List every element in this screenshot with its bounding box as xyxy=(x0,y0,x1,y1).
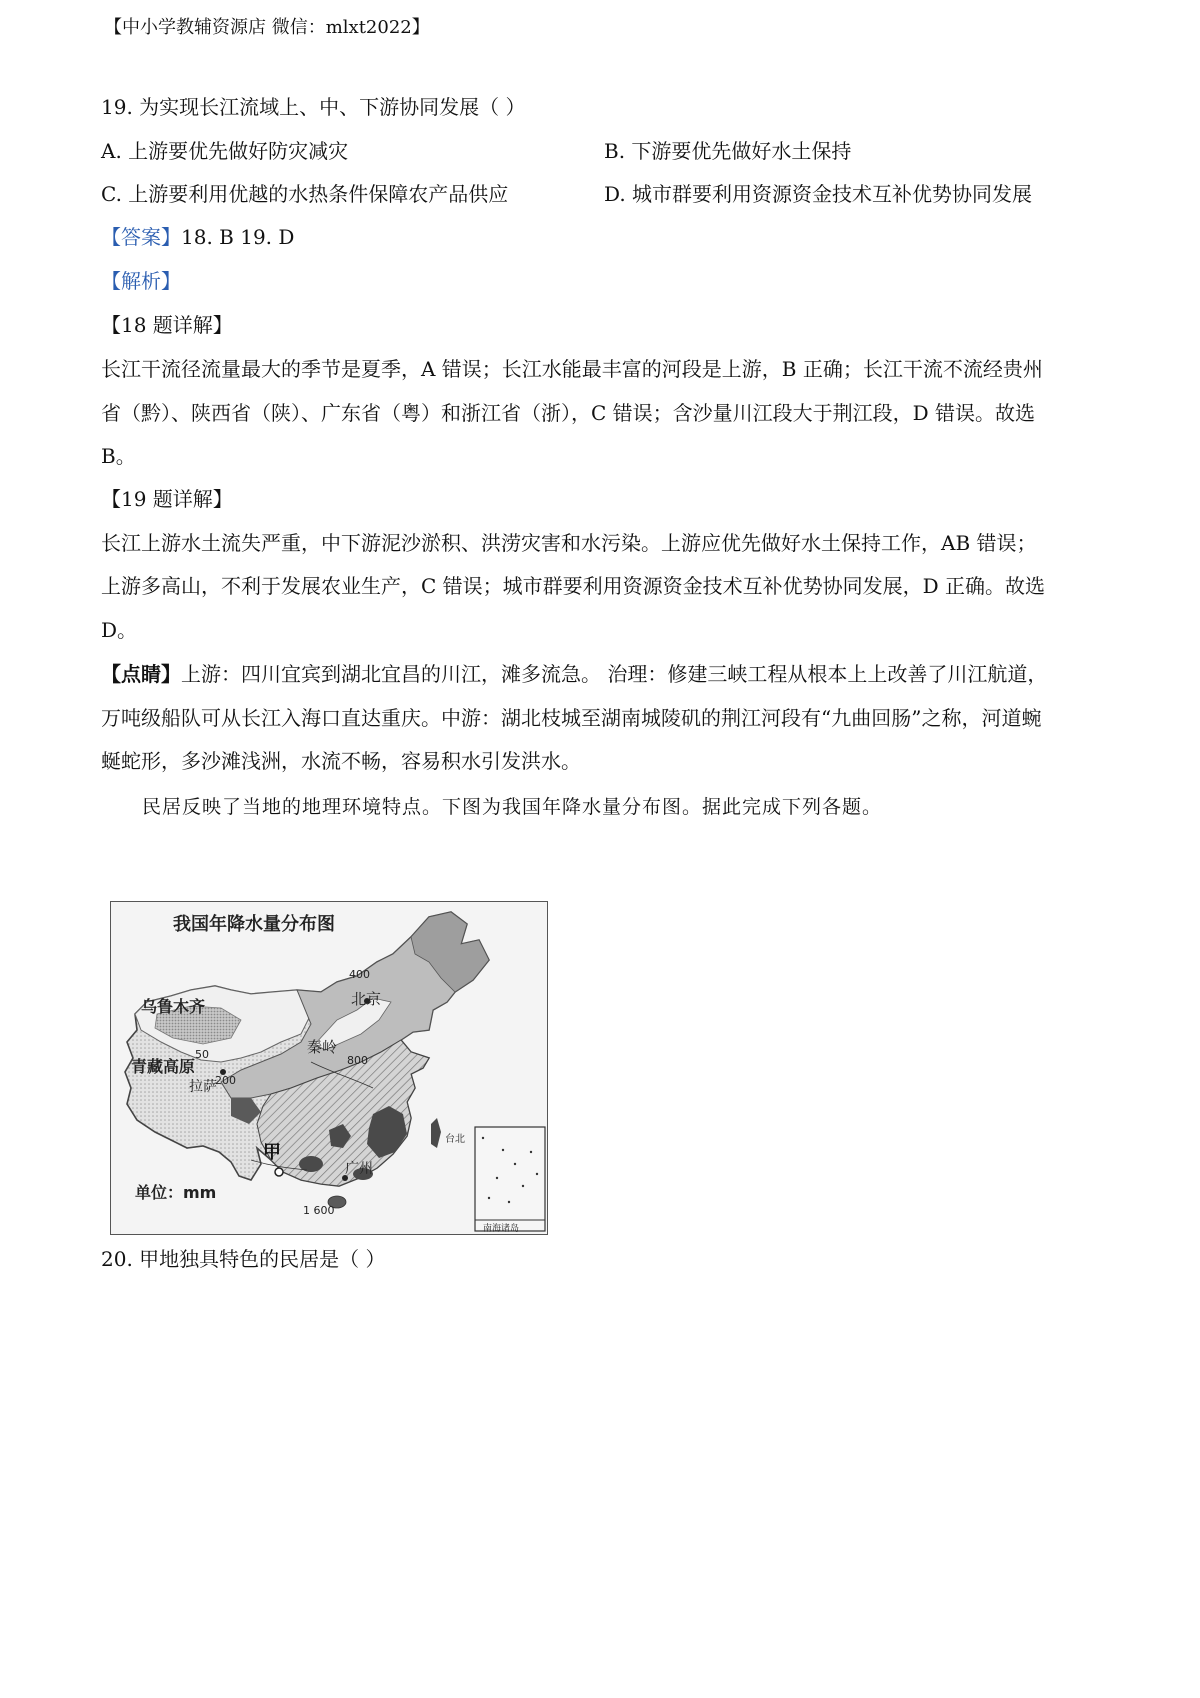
isohyet-200: 200 xyxy=(215,1074,236,1087)
tip-first-line: 上游：四川宜宾到湖北宜昌的川江，滩多流急。 治理：修建三峡工程从根本上上改善了川江航道， xyxy=(181,662,1048,686)
isohyet-1600: 1 600 xyxy=(303,1204,335,1217)
label-tibetan-plateau: 青藏高原 xyxy=(131,1057,196,1076)
detail-19-line: 长江上游水土流失严重，中下游泥沙淤积、洪涝灾害和水污染。上游应优先做好水土保持工作，AB 错误； xyxy=(101,531,1037,555)
label-urumqi: 乌鲁木齐 xyxy=(141,997,206,1016)
detail-19-heading: 【19 题详解】 xyxy=(101,487,233,511)
label-qinling: 秦岭 xyxy=(307,1038,338,1056)
isohyet-400: 400 xyxy=(349,968,370,981)
q19-option-d: D. 城市群要利用资源资金技术互补优势协同发展 xyxy=(604,182,1033,206)
question-19-stem: 19. 为实现长江流域上、中、下游协同发展（ ） xyxy=(101,95,526,119)
detail-18-line: 长江干流径流量最大的季节是夏季，A 错误；长江水能最丰富的河段是上游，B 正确；长江干流不流经贵州 xyxy=(101,357,1043,381)
label-lhasa: 拉萨 xyxy=(189,1079,217,1095)
q19-option-a: A. 上游要优先做好防灾减灾 xyxy=(101,139,349,163)
label-taipei: 台北 xyxy=(445,1134,465,1145)
label-jia: 甲 xyxy=(263,1142,281,1163)
map-unit: 单位：mm xyxy=(135,1183,217,1202)
tip-line: 万吨级船队可从长江入海口直达重庆。中游：湖北枝城至湖南城陵矶的荆江河段有“九曲回肠”之称，河道蜿 xyxy=(101,706,1042,730)
map-title: 我国年降水量分布图 xyxy=(173,914,335,935)
answer-value: 18. B 19. D xyxy=(181,225,295,249)
question-20-stem: 20. 甲地独具特色的民居是（ ） xyxy=(101,1247,386,1271)
answer-line xyxy=(101,227,294,247)
detail-18-line: 省（黔）、陕西省（陕）、广东省（粤）和浙江省（浙），C 错误；含沙量川江段大于荆江段，D 错误。故选 xyxy=(101,401,1036,425)
detail-19-line: D。 xyxy=(101,618,138,642)
analysis-label: 【解析】 xyxy=(101,269,181,293)
tip-line: 蜒蛇形，多沙滩浅洲，水流不畅，容易积水引发洪水。 xyxy=(101,749,581,773)
inset-label-south-china-sea: 南海诸岛 xyxy=(483,1224,520,1234)
watermark-header: 【中小学教辅资源店 微信：mlxt2022】 xyxy=(104,17,430,38)
label-guangzhou: 广州 xyxy=(345,1161,373,1177)
map-intro: 民居反映了当地的地理环境特点。下图为我国年降水量分布图。据此完成下列各题。 xyxy=(142,796,883,818)
precipitation-map xyxy=(110,901,548,1235)
tip-label: 【点睛】 xyxy=(101,662,181,686)
detail-19-line: 上游多高山，不利于发展农业生产，C 错误；城市群要利用资源资金技术互补优势协同发展，D 正确。故选 xyxy=(101,574,1046,598)
tip-line xyxy=(101,664,1047,684)
answer-label: 【答案】 xyxy=(101,225,181,249)
isohyet-50: 50 xyxy=(195,1048,209,1061)
label-beijing: 北京 xyxy=(351,990,382,1008)
isohyet-800: 800 xyxy=(347,1054,368,1067)
detail-18-heading: 【18 题详解】 xyxy=(101,313,233,337)
q19-option-b: B. 下游要优先做好水土保持 xyxy=(604,139,852,163)
detail-18-line: B。 xyxy=(101,444,136,468)
q19-option-c: C. 上游要利用优越的水热条件保障农产品供应 xyxy=(101,182,509,206)
